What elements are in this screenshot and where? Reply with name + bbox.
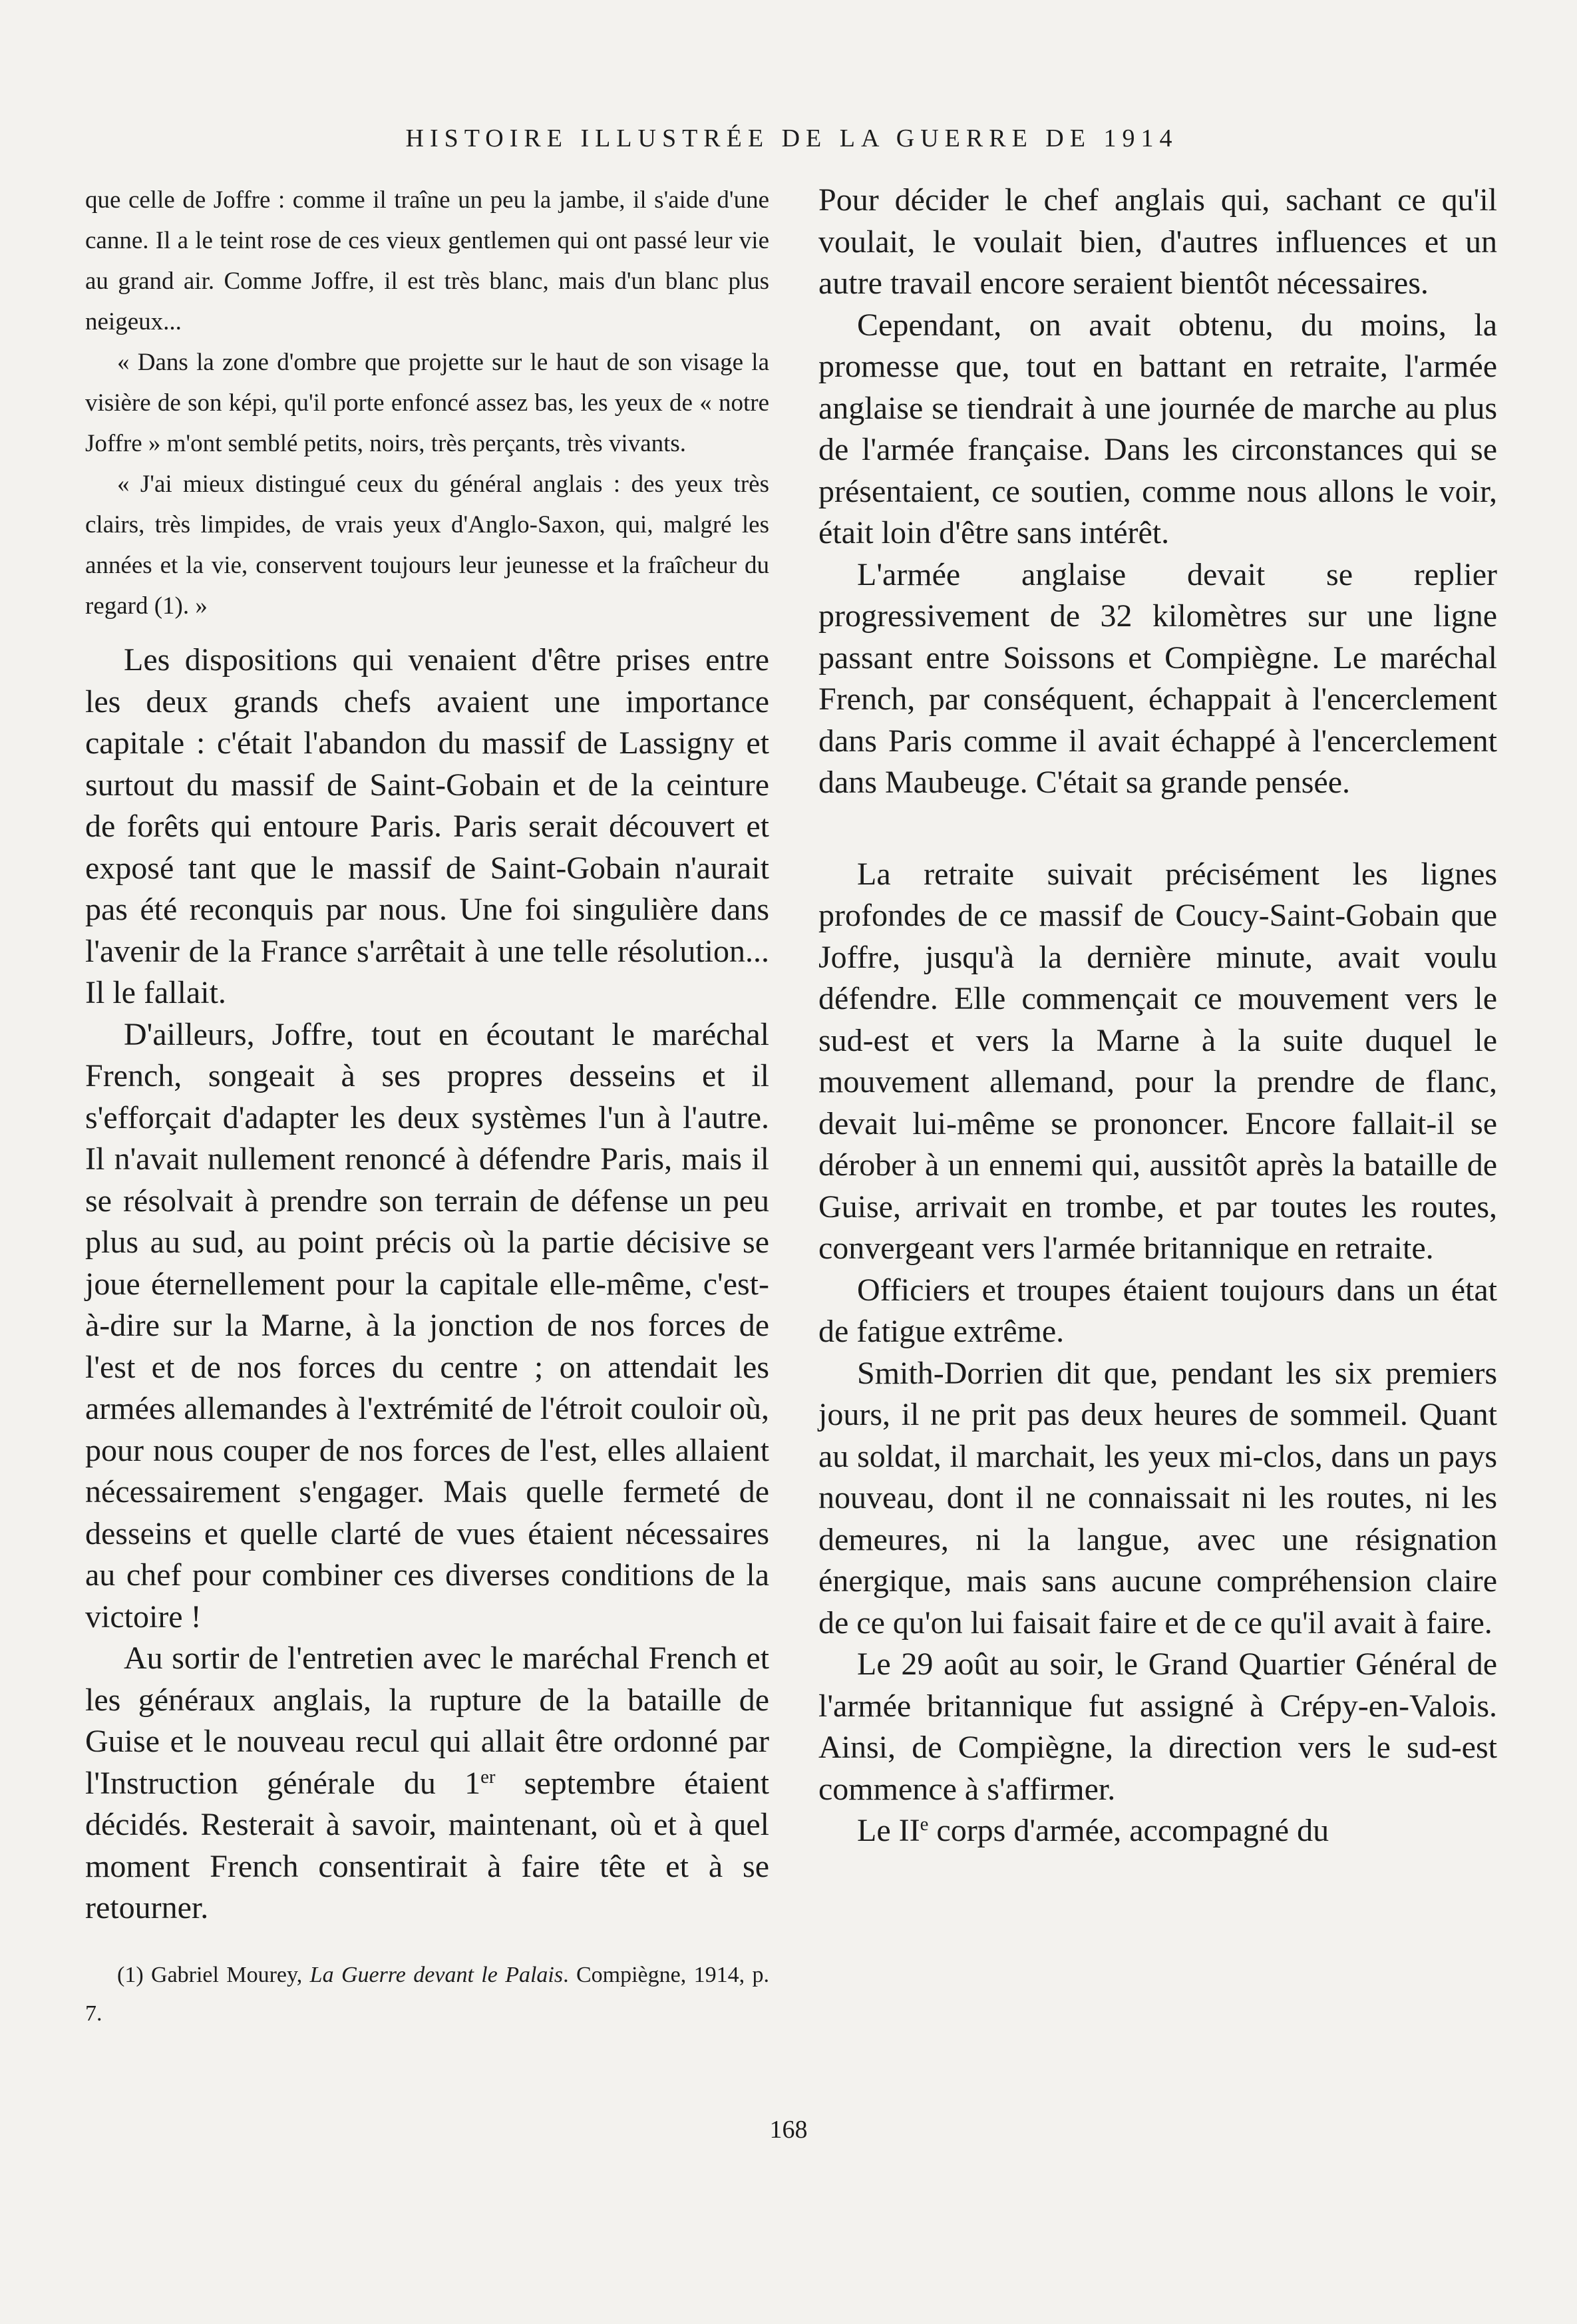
- text-run: Au sortir de l'entretien avec le maréchal French et les généraux anglais, la rupture de la bataille de Guise et le nouveau recul qui allait être ordonné par l'Instruction générale du 1: [85, 1641, 769, 1801]
- text-run: septembre étaient décidés. Resterait à savoir, maintenant, où et à quel moment French consentirait à faire tête et à se retourner.: [85, 1765, 770, 1925]
- text-run: corps d'armée, accompagné du: [928, 1813, 1329, 1848]
- section-break: [818, 804, 1497, 854]
- body-paragraph: L'armée anglaise devait se replier progressivement de 32 kilomètres sur une ligne passant entre Soissons et Compiègne. Le maréchal French, par conséquent, échappait à l'encerclement dans Paris comme il avait échappé à l'encerclement dans Maubeuge. C'était sa grande pensée.: [818, 556, 1497, 800]
- footnote-text: (1) Gabriel Mourey,: [117, 1962, 310, 1987]
- body-paragraph: Pour décider le chef anglais qui, sachant ce qu'il voulait, le voulait bien, d'autres influences et un autre travail encore seraient bientôt nécessaires.: [818, 182, 1497, 301]
- right-column: [818, 180, 1497, 1852]
- footnote: [85, 1956, 769, 2033]
- quote-paragraph: « Dans la zone d'ombre que projette sur le haut de son visage la visière de son képi, qu'il porte enfoncé assez bas, les yeux de « notre Joffre » m'ont semblé petits, noirs, très perçants, très vivants.: [85, 349, 769, 457]
- body-paragraph: Officiers et troupes étaient toujours dans un état de fatigue extrême.: [818, 1272, 1497, 1349]
- body-paragraph: La retraite suivait précisément les lignes profondes de ce massif de Coucy-Saint-Gobain que Joffre, jusqu'à la dernière minute, avait voulu défendre. Elle commençait ce mouvement vers le sud-est et vers la Marne à la suite duquel le mouvement allemand, pour la prendre de flanc, devait lui-même se prononcer. Encore fallait-il se dérober à un ennemi qui, aussitôt après la bataille de Guise, arrivait en trombe, et par toutes les routes, convergeant vers l'armée britannique en retraite.: [818, 856, 1497, 1266]
- body-paragraph: Smith-Dorrien dit que, pendant les six premiers jours, il ne prit pas deux heures de sommeil. Quant au soldat, il marchait, les yeux mi-clos, dans un pays nouveau, dont il ne connaissait ni les routes, ni les demeures, ni la langue, avec une résignation énergique, mais sans aucune compréhension claire de ce qu'on lui faisait faire et de ce qu'il avait à faire.: [818, 1355, 1497, 1641]
- quoted-passage: [85, 180, 769, 626]
- quote-paragraph: « J'ai mieux distingué ceux du général anglais : des yeux très clairs, très limpides, de vrais yeux d'Anglo-Saxon, qui, malgré les années et la vie, conservent toujours leur jeunesse et la fraîcheur du regard (1). »: [85, 471, 769, 620]
- footnote-text: . Compiègne, 1914, p. 7.: [85, 1962, 770, 2026]
- body-paragraph: [85, 1638, 769, 1929]
- page-number: 168: [769, 2116, 808, 2144]
- superscript: e: [920, 1814, 929, 1836]
- body-paragraph: Le 29 août au soir, le Grand Quartier Général de l'armée britannique fut assigné à Crépy-en-Valois. Ainsi, de Compiègne, la direction vers le sud-est commence à s'affirmer.: [818, 1646, 1497, 1807]
- body-paragraph: D'ailleurs, Joffre, tout en écoutant le maréchal French, songeait à ses propres desseins et il s'efforçait d'adapter les deux systèmes l'un à l'autre. Il n'avait nullement renoncé à défendre Paris, mais il se résolvait à prendre son terrain de défense un peu plus au sud, au point précis où la partie décisive se joue éternellement pour la capitale elle-même, c'est-à-dire sur la Marne, à la jonction de nos forces de l'est et de nos forces du centre ; on attendait les armées allemandes à l'extrémité de l'étroit couloir où, pour nous couper de nos forces de l'est, elles allaient nécessairement s'engager. Mais quelle fermeté de desseins et quelle clarté de vues étaient nécessaires au chef pour combiner ces diverses conditions de la victoire !: [85, 1016, 769, 1635]
- left-column: [85, 180, 769, 2033]
- footnote-title: La Guerre devant le Palais: [309, 1962, 564, 1987]
- left-body-text: [85, 640, 769, 1929]
- quote-paragraph: que celle de Joffre : comme il traîne un peu la jambe, il s'aide d'une canne. Il a le teint rose de ces vieux gentlemen qui ont passé leur vie au grand air. Comme Joffre, il est très blanc, mais d'un blanc plus neigeux...: [85, 186, 769, 335]
- body-paragraph: Cependant, on avait obtenu, du moins, la promesse que, tout en battant en retraite, l'armée anglaise se tiendrait à une journée de marche au plus de l'armée française. Dans les circonstances qui se présentaient, ce soutien, comme nous allons le voir, était loin d'être sans intérêt.: [818, 307, 1497, 550]
- text-run: Le II: [857, 1813, 920, 1848]
- body-paragraph: [818, 1810, 1497, 1852]
- body-paragraph: Les dispositions qui venaient d'être prises entre les deux grands chefs avaient une importance capitale : c'était l'abandon du massif de Lassigny et surtout du massif de Saint-Gobain et de la ceinture de forêts qui entoure Paris. Paris serait découvert et exposé tant que le massif de Saint-Gobain n'aurait pas été reconquis par nous. Une foi singulière dans l'avenir de la France s'arrêtait à une telle résolution... Il le fallait.: [85, 642, 769, 1010]
- superscript: er: [480, 1766, 496, 1788]
- running-head: HISTOIRE ILLUSTRÉE DE LA GUERRE DE 1914: [405, 124, 1178, 152]
